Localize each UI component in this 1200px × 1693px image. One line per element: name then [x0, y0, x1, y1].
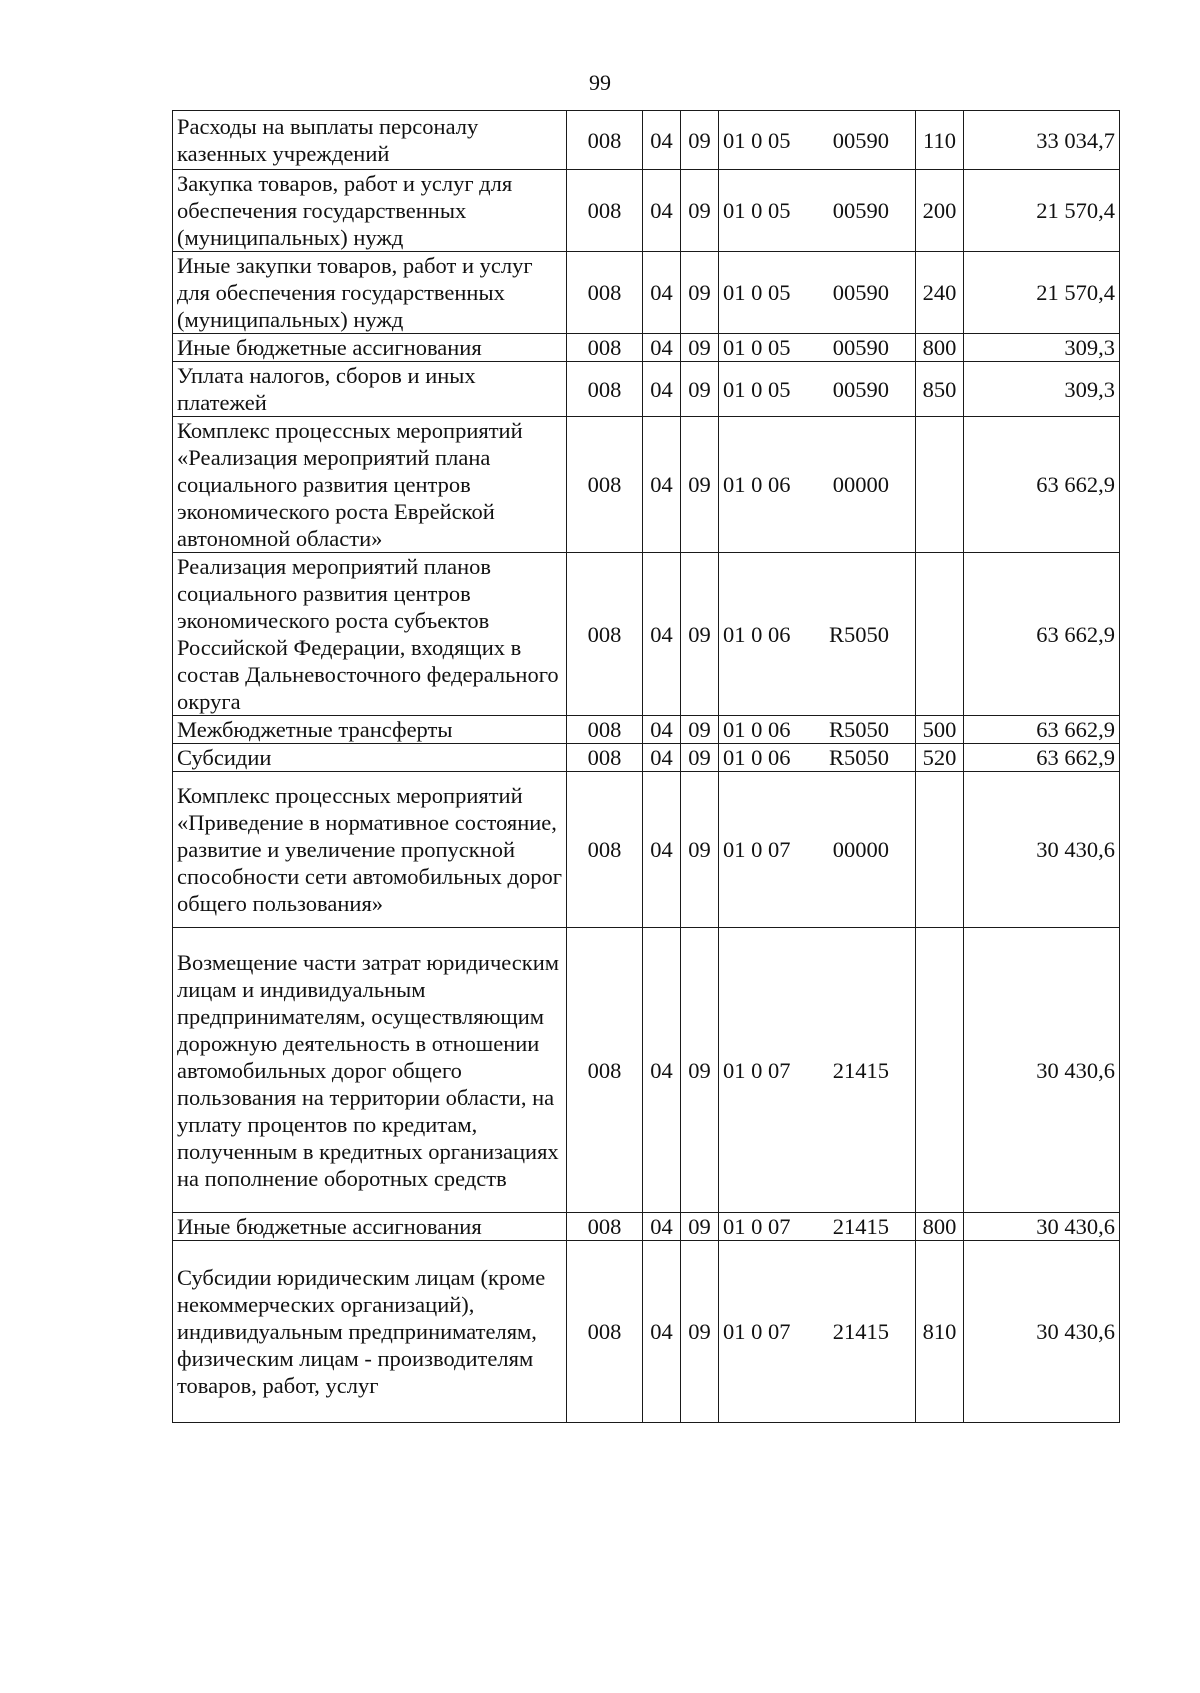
table-row — [173, 170, 1120, 252]
section-code-cell: 04 — [643, 334, 681, 362]
section-code-cell: 04 — [643, 553, 681, 716]
program-code: 01 0 05 — [723, 376, 791, 402]
item-code: 00000 — [832, 837, 889, 862]
target-item-cell — [719, 553, 916, 716]
ministry-code-cell: 008 — [567, 716, 643, 744]
subsection-code-cell: 09 — [681, 111, 719, 170]
subsection-code-cell: 09 — [681, 1241, 719, 1423]
program-code: 01 0 07 — [723, 1057, 791, 1083]
item-code: 00590 — [832, 198, 889, 223]
item-code: 21415 — [832, 1319, 889, 1344]
target-item-cell — [719, 928, 916, 1213]
ministry-code-cell: 008 — [567, 170, 643, 252]
expense-name-cell: Комплекс процессных мероприятий «Реализация мероприятий плана социального развития центров экономического роста Еврейской автономной области» — [173, 417, 567, 553]
amount-cell: 33 034,7 — [964, 111, 1120, 170]
item-code: 00590 — [832, 335, 889, 360]
section-code-cell: 04 — [643, 362, 681, 417]
target-item-cell — [719, 1241, 916, 1423]
subsection-code-cell: 09 — [681, 772, 719, 928]
ministry-code-cell: 008 — [567, 1213, 643, 1241]
section-code-cell: 04 — [643, 928, 681, 1213]
section-code-cell: 04 — [643, 744, 681, 772]
budget-table — [172, 110, 1120, 1423]
program-code: 01 0 06 — [723, 745, 791, 770]
section-code-cell: 04 — [643, 170, 681, 252]
table-row — [173, 1241, 1120, 1423]
target-item-cell — [719, 772, 916, 928]
amount-cell: 21 570,4 — [964, 252, 1120, 334]
amount-cell: 309,3 — [964, 362, 1120, 417]
expense-name-cell: Расходы на выплаты персоналу казенных учреждений — [173, 111, 567, 170]
program-code: 01 0 05 — [723, 280, 791, 305]
budget-table-body — [173, 111, 1120, 1423]
expense-name-cell: Субсидии юридическим лицам (кроме некоммерческих организаций), индивидуальным предпринимателям, физическим лицам - производителям товаров, работ, услуг — [173, 1241, 567, 1423]
page-number: 99 — [589, 70, 611, 95]
expense-name-cell: Субсидии — [173, 744, 567, 772]
ministry-code-cell: 008 — [567, 417, 643, 553]
expense-name-cell: Уплата налогов, сборов и иных платежей — [173, 362, 567, 417]
section-code-cell: 04 — [643, 1213, 681, 1241]
amount-cell: 63 662,9 — [964, 716, 1120, 744]
target-item-cell — [719, 716, 916, 744]
table-row — [173, 252, 1120, 334]
amount-cell: 30 430,6 — [964, 1241, 1120, 1423]
amount-cell: 30 430,6 — [964, 928, 1120, 1213]
expense-name-cell: Закупка товаров, работ и услуг для обеспечения государственных (муниципальных) нужд — [173, 170, 567, 252]
expense-type-code-cell: 520 — [916, 744, 964, 772]
subsection-code-cell: 09 — [681, 334, 719, 362]
expense-type-code-cell: 240 — [916, 252, 964, 334]
table-row — [173, 553, 1120, 716]
ministry-code-cell: 008 — [567, 334, 643, 362]
target-item-cell — [719, 111, 916, 170]
program-code: 01 0 07 — [723, 1214, 791, 1239]
item-code: 00590 — [832, 127, 889, 153]
subsection-code-cell: 09 — [681, 362, 719, 417]
program-code: 01 0 05 — [723, 198, 791, 223]
table-row — [173, 417, 1120, 553]
subsection-code-cell: 09 — [681, 417, 719, 553]
expense-type-code-cell — [916, 772, 964, 928]
program-code: 01 0 06 — [723, 717, 791, 742]
ministry-code-cell: 008 — [567, 928, 643, 1213]
expense-name-cell: Межбюджетные трансферты — [173, 716, 567, 744]
item-code: R5050 — [828, 717, 889, 742]
target-item-cell — [719, 170, 916, 252]
ministry-code-cell: 008 — [567, 252, 643, 334]
section-code-cell: 04 — [643, 252, 681, 334]
expense-type-code-cell: 800 — [916, 334, 964, 362]
target-item-cell — [719, 744, 916, 772]
expense-type-code-cell: 800 — [916, 1213, 964, 1241]
subsection-code-cell: 09 — [681, 928, 719, 1213]
expense-type-code-cell — [916, 417, 964, 553]
expense-type-code-cell: 200 — [916, 170, 964, 252]
ministry-code-cell: 008 — [567, 1241, 643, 1423]
amount-cell: 309,3 — [964, 334, 1120, 362]
expense-name-cell: Иные бюджетные ассигнования — [173, 1213, 567, 1241]
program-code: 01 0 07 — [723, 837, 791, 862]
item-code: R5050 — [828, 621, 889, 647]
section-code-cell: 04 — [643, 417, 681, 553]
amount-cell: 30 430,6 — [964, 772, 1120, 928]
expense-type-code-cell: 850 — [916, 362, 964, 417]
table-row — [173, 362, 1120, 417]
section-code-cell: 04 — [643, 111, 681, 170]
section-code-cell: 04 — [643, 1241, 681, 1423]
expense-type-code-cell: 500 — [916, 716, 964, 744]
target-item-cell — [719, 334, 916, 362]
amount-cell: 21 570,4 — [964, 170, 1120, 252]
table-row — [173, 334, 1120, 362]
program-code: 01 0 05 — [723, 335, 791, 360]
target-item-cell — [719, 417, 916, 553]
item-code: 00000 — [832, 472, 889, 497]
item-code: 00590 — [832, 376, 889, 402]
program-code: 01 0 06 — [723, 472, 791, 497]
table-row — [173, 744, 1120, 772]
ministry-code-cell: 008 — [567, 553, 643, 716]
expense-name-cell: Возмещение части затрат юридическим лицам и индивидуальным предпринимателям, осуществляющим дорожную деятельность в отношении автомобильных дорог общего пользования на территории области, на уплату процентов по кредитам, полученным в кредитных организациях на пополнение оборотных средств — [173, 928, 567, 1213]
amount-cell: 30 430,6 — [964, 1213, 1120, 1241]
expense-type-code-cell: 810 — [916, 1241, 964, 1423]
target-item-cell — [719, 252, 916, 334]
ministry-code-cell: 008 — [567, 744, 643, 772]
amount-cell: 63 662,9 — [964, 744, 1120, 772]
table-row — [173, 772, 1120, 928]
table-row — [173, 111, 1120, 170]
amount-cell: 63 662,9 — [964, 553, 1120, 716]
amount-cell: 63 662,9 — [964, 417, 1120, 553]
ministry-code-cell: 008 — [567, 772, 643, 928]
program-code: 01 0 07 — [723, 1319, 791, 1344]
subsection-code-cell: 09 — [681, 716, 719, 744]
expense-type-code-cell — [916, 928, 964, 1213]
target-item-cell — [719, 1213, 916, 1241]
table-row — [173, 1213, 1120, 1241]
table-row — [173, 716, 1120, 744]
subsection-code-cell: 09 — [681, 252, 719, 334]
item-code: 21415 — [832, 1057, 889, 1083]
program-code: 01 0 05 — [723, 127, 791, 153]
expense-name-cell: Иные закупки товаров, работ и услуг для обеспечения государственных (муниципальных) нужд — [173, 252, 567, 334]
ministry-code-cell: 008 — [567, 111, 643, 170]
subsection-code-cell: 09 — [681, 553, 719, 716]
section-code-cell: 04 — [643, 716, 681, 744]
item-code: R5050 — [828, 745, 889, 770]
item-code: 00590 — [832, 280, 889, 305]
program-code: 01 0 06 — [723, 621, 791, 647]
expense-name-cell: Реализация мероприятий планов социального развития центров экономического роста субъектов Российской Федерации, входящих в состав Дальневосточного федерального округа — [173, 553, 567, 716]
expense-name-cell: Иные бюджетные ассигнования — [173, 334, 567, 362]
item-code: 21415 — [832, 1214, 889, 1239]
expense-name-cell: Комплекс процессных мероприятий «Приведение в нормативное состояние, развитие и увеличение пропускной способности сети автомобильных дорог общего пользования» — [173, 772, 567, 928]
expense-type-code-cell: 110 — [916, 111, 964, 170]
target-item-cell — [719, 362, 916, 417]
ministry-code-cell: 008 — [567, 362, 643, 417]
subsection-code-cell: 09 — [681, 170, 719, 252]
subsection-code-cell: 09 — [681, 1213, 719, 1241]
section-code-cell: 04 — [643, 772, 681, 928]
table-row — [173, 928, 1120, 1213]
subsection-code-cell: 09 — [681, 744, 719, 772]
expense-type-code-cell — [916, 553, 964, 716]
